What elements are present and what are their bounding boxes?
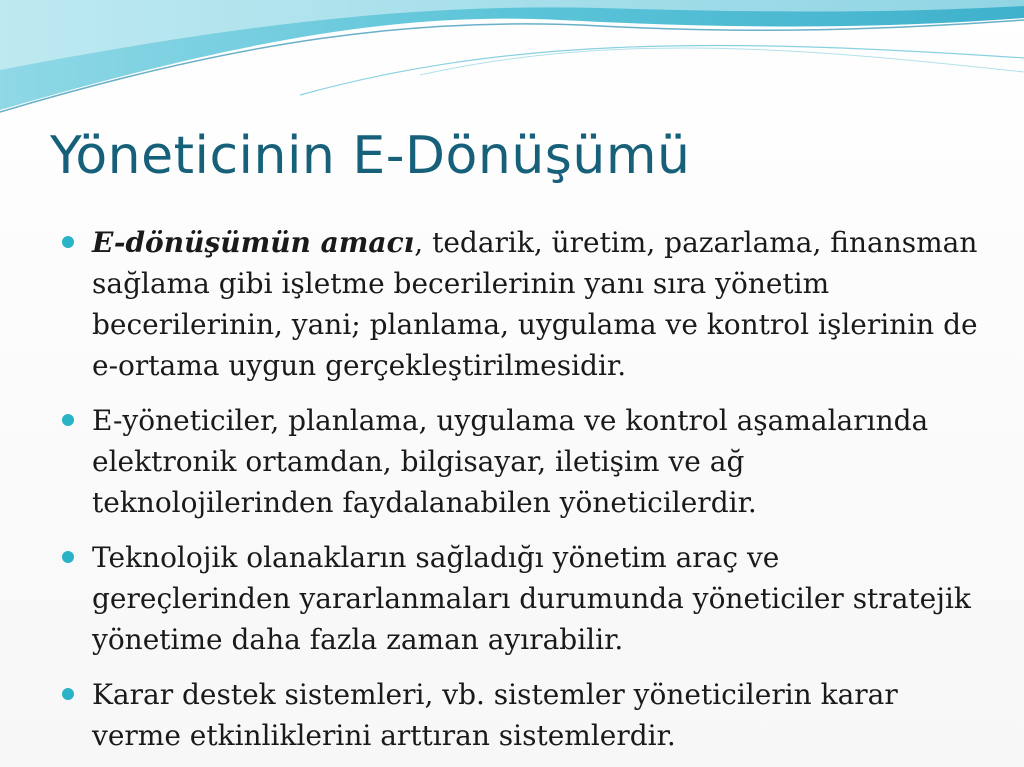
- bullet-text: E-yöneticiler, planlama, uygulama ve kontrol aşamalarında elektronik ortamdan, bilgisayar, iletişim ve ağ teknolojilerinden faydalanabilen yöneticilerdir.: [92, 404, 929, 519]
- bullet-dot-icon: [62, 414, 74, 426]
- bullet-list: [62, 222, 982, 767]
- bullet-dot-icon: [62, 688, 74, 700]
- slide-title: Yöneticinin E-Dönüşümü: [50, 126, 691, 186]
- bullet-text: , tedarik, üretim, pazarlama, finansman sağlama gibi işletme becerilerinin yanı sıra yönetim becerilerinin, yani; planlama, uygulama ve kontrol işlerinin de e-ortama uygun gerçekleştirilmesidir.: [92, 226, 978, 382]
- bullet-item: [62, 674, 982, 756]
- bullet-dot-icon: [62, 236, 74, 248]
- decorative-wave-banner: [0, 0, 1024, 130]
- wave-line-2: [300, 46, 1024, 95]
- bullet-text: Karar destek sistemleri, vb. sistemler yöneticilerin karar verme etkinliklerini arttıran sistemlerdir.: [92, 678, 898, 752]
- bullet-item: [62, 400, 982, 523]
- bullet-text: Teknolojik olanakların sağladığı yönetim araç ve gereçlerinden yararlanmaları durumunda yöneticiler stratejik yönetime daha fazla zaman ayırabilir.: [92, 541, 971, 656]
- bullet-item: [62, 537, 982, 660]
- bullet-dot-icon: [62, 551, 74, 563]
- bullet-item: [62, 222, 982, 386]
- bullet-lead-text: E-dönüşümün amacı: [92, 226, 415, 259]
